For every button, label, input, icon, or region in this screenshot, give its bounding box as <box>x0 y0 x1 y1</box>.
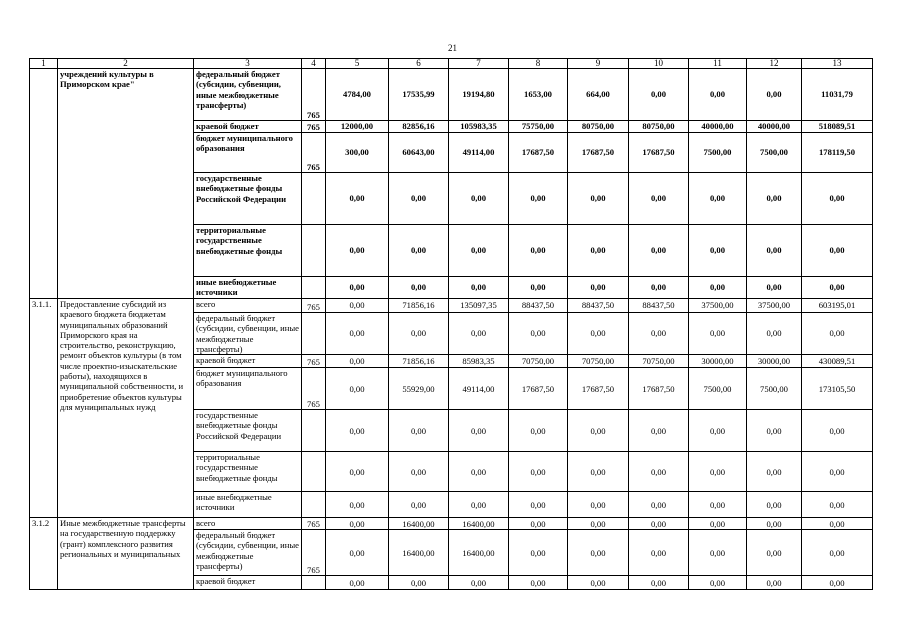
value-cell: 7500,00 <box>747 133 802 173</box>
funding-source: бюджет муниципального образования <box>194 133 302 173</box>
header-cell: 4 <box>302 59 326 69</box>
value-cell: 105983,35 <box>449 121 509 133</box>
value-cell: 0,00 <box>802 277 873 299</box>
value-cell: 0,00 <box>326 173 389 225</box>
value-cell: 49114,00 <box>449 133 509 173</box>
value-cell: 178119,50 <box>802 133 873 173</box>
value-cell: 0,00 <box>747 492 802 518</box>
value-cell: 0,00 <box>802 173 873 225</box>
budget-code: 765 <box>302 69 326 121</box>
header-cell: 7 <box>449 59 509 69</box>
value-cell: 0,00 <box>326 299 389 313</box>
value-cell: 0,00 <box>449 452 509 492</box>
value-cell: 0,00 <box>802 530 873 576</box>
value-cell: 603195,01 <box>802 299 873 313</box>
value-cell: 0,00 <box>509 492 568 518</box>
value-cell: 17687,50 <box>568 133 629 173</box>
value-cell: 0,00 <box>689 69 747 121</box>
value-cell: 0,00 <box>629 313 689 355</box>
value-cell: 0,00 <box>802 492 873 518</box>
value-cell: 135097,35 <box>449 299 509 313</box>
activity-name: учреждений культуры в Приморском крае" <box>58 69 194 299</box>
value-cell: 0,00 <box>509 313 568 355</box>
value-cell: 0,00 <box>389 277 449 299</box>
budget-code: 765 <box>302 121 326 133</box>
value-cell: 17687,50 <box>629 368 689 410</box>
value-cell: 0,00 <box>689 173 747 225</box>
funding-source: территориальные государственные внебюджетные фонды <box>194 225 302 277</box>
value-cell: 60643,00 <box>389 133 449 173</box>
row-number: 3.1.1. <box>30 299 58 518</box>
value-cell: 0,00 <box>389 576 449 590</box>
value-cell: 0,00 <box>689 518 747 530</box>
budget-table <box>29 58 873 590</box>
funding-source: федеральный бюджет (субсидии, субвенции, иные межбюджетные трансферты) <box>194 69 302 121</box>
funding-source: бюджет муниципального образования <box>194 368 302 410</box>
value-cell: 11031,79 <box>802 69 873 121</box>
header-cell: 3 <box>194 59 302 69</box>
value-cell: 70750,00 <box>568 355 629 368</box>
funding-source: государственные внебюджетные фонды Российской Федерации <box>194 173 302 225</box>
value-cell: 7500,00 <box>689 368 747 410</box>
budget-code <box>302 452 326 492</box>
value-cell: 40000,00 <box>689 121 747 133</box>
funding-source: федеральный бюджет (субсидии, субвенции, иные межбюджетные трансферты) <box>194 530 302 576</box>
value-cell: 19194,80 <box>449 69 509 121</box>
value-cell: 37500,00 <box>747 299 802 313</box>
value-cell: 0,00 <box>326 530 389 576</box>
value-cell: 0,00 <box>747 69 802 121</box>
value-cell: 16400,00 <box>449 518 509 530</box>
activity-name: Предоставление субсидий из краевого бюджета бюджетам муниципальных образований Приморского края на строительство, реконструкцию, ремонт объектов культуры (в том числе проектно-изыскательские работы), находящихся в муниципальной собственности, и приобретение объектов культуры для муниципальных нужд <box>58 299 194 518</box>
funding-source: иные внебюджетные источники <box>194 277 302 299</box>
value-cell: 17535,99 <box>389 69 449 121</box>
value-cell: 0,00 <box>449 277 509 299</box>
value-cell: 0,00 <box>389 492 449 518</box>
value-cell: 30000,00 <box>689 355 747 368</box>
value-cell: 518089,51 <box>802 121 873 133</box>
value-cell: 49114,00 <box>449 368 509 410</box>
value-cell: 0,00 <box>629 530 689 576</box>
value-cell: 0,00 <box>747 225 802 277</box>
value-cell: 88437,50 <box>629 299 689 313</box>
value-cell: 0,00 <box>509 277 568 299</box>
value-cell: 0,00 <box>802 452 873 492</box>
value-cell: 55929,00 <box>389 368 449 410</box>
value-cell: 0,00 <box>509 173 568 225</box>
value-cell: 173105,50 <box>802 368 873 410</box>
value-cell: 0,00 <box>509 518 568 530</box>
funding-source: территориальные государственные внебюджетные фонды <box>194 452 302 492</box>
funding-source: всего <box>194 299 302 313</box>
value-cell: 0,00 <box>568 225 629 277</box>
value-cell: 0,00 <box>689 313 747 355</box>
value-cell: 0,00 <box>326 492 389 518</box>
value-cell: 664,00 <box>568 69 629 121</box>
value-cell: 0,00 <box>389 313 449 355</box>
value-cell: 0,00 <box>449 492 509 518</box>
value-cell: 30000,00 <box>747 355 802 368</box>
table-body <box>30 59 873 590</box>
value-cell: 0,00 <box>449 173 509 225</box>
budget-code: 765 <box>302 518 326 530</box>
row-number: 3.1.2 <box>30 518 58 590</box>
value-cell: 0,00 <box>747 518 802 530</box>
value-cell: 0,00 <box>629 173 689 225</box>
value-cell: 0,00 <box>568 492 629 518</box>
budget-code <box>302 410 326 452</box>
value-cell: 17687,50 <box>629 133 689 173</box>
value-cell: 0,00 <box>629 277 689 299</box>
value-cell: 0,00 <box>629 492 689 518</box>
value-cell: 0,00 <box>568 530 629 576</box>
value-cell: 16400,00 <box>389 530 449 576</box>
table-row <box>30 518 873 530</box>
value-cell: 0,00 <box>629 69 689 121</box>
budget-code: 765 <box>302 133 326 173</box>
budget-code: 765 <box>302 530 326 576</box>
header-cell: 6 <box>389 59 449 69</box>
value-cell: 0,00 <box>326 225 389 277</box>
budget-code <box>302 576 326 590</box>
budget-code: 765 <box>302 368 326 410</box>
value-cell: 0,00 <box>568 452 629 492</box>
value-cell: 88437,50 <box>568 299 629 313</box>
value-cell: 0,00 <box>326 313 389 355</box>
value-cell: 0,00 <box>689 277 747 299</box>
value-cell: 40000,00 <box>747 121 802 133</box>
value-cell: 0,00 <box>802 518 873 530</box>
value-cell: 70750,00 <box>629 355 689 368</box>
value-cell: 0,00 <box>629 452 689 492</box>
value-cell: 0,00 <box>568 313 629 355</box>
value-cell: 85983,35 <box>449 355 509 368</box>
value-cell: 0,00 <box>389 225 449 277</box>
value-cell: 0,00 <box>509 225 568 277</box>
header-cell: 10 <box>629 59 689 69</box>
value-cell: 0,00 <box>689 410 747 452</box>
header-cell: 8 <box>509 59 568 69</box>
value-cell: 430089,51 <box>802 355 873 368</box>
value-cell: 16400,00 <box>389 518 449 530</box>
header-cell: 2 <box>58 59 194 69</box>
value-cell: 0,00 <box>747 313 802 355</box>
value-cell: 80750,00 <box>568 121 629 133</box>
value-cell: 0,00 <box>747 410 802 452</box>
value-cell: 0,00 <box>389 410 449 452</box>
value-cell: 0,00 <box>568 277 629 299</box>
header-cell: 1 <box>30 59 58 69</box>
value-cell: 0,00 <box>326 452 389 492</box>
value-cell: 75750,00 <box>509 121 568 133</box>
value-cell: 7500,00 <box>689 133 747 173</box>
value-cell: 17687,50 <box>509 133 568 173</box>
value-cell: 0,00 <box>629 576 689 590</box>
funding-source: государственные внебюджетные фонды Российской Федерации <box>194 410 302 452</box>
funding-source: иные внебюджетные источники <box>194 492 302 518</box>
page-number: 21 <box>448 43 457 53</box>
funding-source: краевой бюджет <box>194 121 302 133</box>
funding-source: краевой бюджет <box>194 355 302 368</box>
value-cell: 0,00 <box>326 410 389 452</box>
value-cell: 80750,00 <box>629 121 689 133</box>
value-cell: 12000,00 <box>326 121 389 133</box>
header-cell: 12 <box>747 59 802 69</box>
budget-code <box>302 225 326 277</box>
value-cell: 37500,00 <box>689 299 747 313</box>
budget-code <box>302 173 326 225</box>
header-cell: 5 <box>326 59 389 69</box>
value-cell: 0,00 <box>689 452 747 492</box>
value-cell: 1653,00 <box>509 69 568 121</box>
value-cell: 0,00 <box>802 576 873 590</box>
value-cell: 0,00 <box>747 530 802 576</box>
value-cell: 71856,16 <box>389 299 449 313</box>
budget-code: 765 <box>302 299 326 313</box>
value-cell: 0,00 <box>449 576 509 590</box>
value-cell: 0,00 <box>326 355 389 368</box>
header-row <box>30 59 873 69</box>
value-cell: 0,00 <box>802 225 873 277</box>
value-cell: 0,00 <box>689 530 747 576</box>
budget-code <box>302 492 326 518</box>
funding-source: федеральный бюджет (субсидии, субвенции, иные межбюджетные трансферты) <box>194 313 302 355</box>
value-cell: 0,00 <box>629 410 689 452</box>
header-cell: 11 <box>689 59 747 69</box>
value-cell: 0,00 <box>326 518 389 530</box>
value-cell: 0,00 <box>449 313 509 355</box>
value-cell: 0,00 <box>568 518 629 530</box>
value-cell: 0,00 <box>568 410 629 452</box>
value-cell: 0,00 <box>449 410 509 452</box>
value-cell: 82856,16 <box>389 121 449 133</box>
value-cell: 0,00 <box>747 452 802 492</box>
value-cell: 0,00 <box>389 173 449 225</box>
table-row <box>30 299 873 313</box>
activity-name: Иные межбюджетные трансферты на государственную поддержку (грант) комплексного развития региональных и муниципальных <box>58 518 194 590</box>
value-cell: 4784,00 <box>326 69 389 121</box>
row-number <box>30 69 58 299</box>
value-cell: 0,00 <box>389 452 449 492</box>
value-cell: 71856,16 <box>389 355 449 368</box>
value-cell: 0,00 <box>689 225 747 277</box>
budget-code <box>302 277 326 299</box>
value-cell: 0,00 <box>509 410 568 452</box>
value-cell: 0,00 <box>747 277 802 299</box>
value-cell: 7500,00 <box>747 368 802 410</box>
value-cell: 0,00 <box>509 530 568 576</box>
value-cell: 0,00 <box>509 452 568 492</box>
funding-source: всего <box>194 518 302 530</box>
value-cell: 0,00 <box>689 576 747 590</box>
value-cell: 0,00 <box>568 576 629 590</box>
value-cell: 0,00 <box>629 518 689 530</box>
value-cell: 17687,50 <box>509 368 568 410</box>
value-cell: 0,00 <box>326 277 389 299</box>
value-cell: 17687,50 <box>568 368 629 410</box>
value-cell: 300,00 <box>326 133 389 173</box>
value-cell: 0,00 <box>326 368 389 410</box>
header-cell: 9 <box>568 59 629 69</box>
value-cell: 0,00 <box>689 492 747 518</box>
value-cell: 0,00 <box>449 225 509 277</box>
budget-code <box>302 313 326 355</box>
value-cell: 0,00 <box>802 410 873 452</box>
value-cell: 16400,00 <box>449 530 509 576</box>
value-cell: 88437,50 <box>509 299 568 313</box>
table-row <box>30 69 873 121</box>
header-cell: 13 <box>802 59 873 69</box>
value-cell: 0,00 <box>326 576 389 590</box>
funding-source: краевой бюджет <box>194 576 302 590</box>
value-cell: 0,00 <box>629 225 689 277</box>
budget-code: 765 <box>302 355 326 368</box>
value-cell: 70750,00 <box>509 355 568 368</box>
value-cell: 0,00 <box>747 173 802 225</box>
value-cell: 0,00 <box>802 313 873 355</box>
value-cell: 0,00 <box>568 173 629 225</box>
value-cell: 0,00 <box>509 576 568 590</box>
value-cell: 0,00 <box>747 576 802 590</box>
